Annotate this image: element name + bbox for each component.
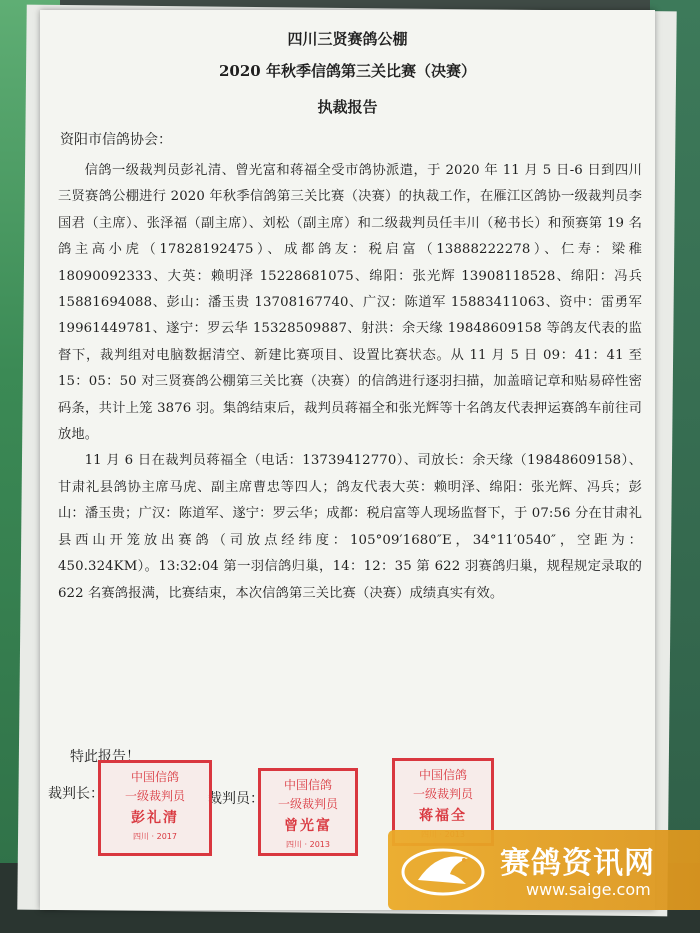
- stamp-line1: 中国信鸽: [418, 768, 467, 782]
- stamp-name: 蒋福全: [419, 808, 467, 824]
- org-title: 四川三贤赛鸽公棚: [287, 30, 408, 48]
- chief-referee-label: 裁判长：: [48, 786, 104, 802]
- stamp-name: 曾光富: [284, 818, 332, 834]
- document-title: 执裁报告: [317, 98, 378, 116]
- watermark-site-name: 赛鸽资讯网: [500, 846, 655, 881]
- stamp-footer: 四川 · 2013: [286, 840, 330, 849]
- closing-text: 特此报告！: [70, 749, 140, 765]
- salutation: 资阳市信鸽协会：: [60, 132, 172, 148]
- event-title: 2020 年秋季信鸽第三关比赛（决赛）: [219, 62, 476, 80]
- watermark-url: www.saige.com: [526, 880, 651, 899]
- stamp-line2: 一级裁判员: [277, 797, 338, 811]
- stamp-line1: 中国信鸽: [283, 778, 332, 792]
- stamp-line2: 一级裁判员: [412, 787, 473, 801]
- stamp-footer: 四川 · 2017: [133, 832, 177, 841]
- report-document: [40, 10, 655, 910]
- paragraph-1: 信鸽一级裁判员彭礼清、曾光富和蒋福全受市鸽协派遣，于 2020 年 11 月 5 日-6 日到四川三贤赛鸽公棚进行 2020 年秋季信鸽第三关比赛（决赛）的执裁工作，在雁江区鸽协一级裁判员李国君（主席）、张泽福（副主席）、刘松（副主席）和二级裁判员任丰川（秘书长）和预赛第 19 名鸽主高小虎（17828192475）、成都鸽友：税启富（13888222278）、仁寿：梁稚 18090092333、大英：赖明泽 15228681075、绵阳：张光辉 13908118528、绵阳：冯兵 15881694088、彭山：潘玉贵 13708167740、广汉：陈道军 15883411063、资中：雷勇军 19961449781、遂宁：罗云华 15328509887、射洪：余天缘 19848609158 等鸽友代表的监督下，裁判组对电脑数据清空、新建比赛项目、设置比赛状态。从 11 月 5 日 09：41：41 至 15：05：50 对三贤赛鸽公棚第三关比赛（决赛）的信鸽进行逐羽扫描，加盖暗记章和贴易碎性密码条，共计上笼 3876 羽。集鸽结束后，裁判员蒋福全和张光辉等十名鸽友代表押运赛鸽车前往司放地。: [58, 163, 642, 443]
- referee-label: 裁判员：: [208, 791, 264, 807]
- pigeon-logo-icon: [398, 840, 488, 900]
- report-body: [58, 158, 642, 607]
- stamp-name: 彭礼清: [131, 810, 179, 826]
- stamp-line1: 中国信鸽: [130, 770, 179, 784]
- stamp-zeng-guangfu: [258, 768, 358, 856]
- site-watermark: [388, 830, 700, 910]
- stamp-peng-liqing: [98, 760, 212, 856]
- paragraph-2: 11 月 6 日在裁判员蒋福全（电话：13739412770）、司放长：余天缘（19848609158）、甘肃礼县鸽协主席马虎、副主席曹忠等四人；鸽友代表大英：赖明泽、绵阳：张光辉、冯兵；彭山：潘玉贵；广汉：陈道军、遂宁：罗云华；成都：税启富等人现场监督下，于 07:56 分在甘肃礼县西山开笼放出赛鸽（司放点经纬度：105°09′1680″E，34°11′0540″，空距为：450.324KM）。13:32:04 第一羽信鸽归巢，14：12：35 第 622 羽赛鸽归巢，规程规定录取的 622 名赛鸽报满，比赛结束，本次信鸽第三关比赛（决赛）成绩真实有效。: [58, 453, 642, 601]
- stamp-line2: 一级裁判员: [124, 789, 185, 803]
